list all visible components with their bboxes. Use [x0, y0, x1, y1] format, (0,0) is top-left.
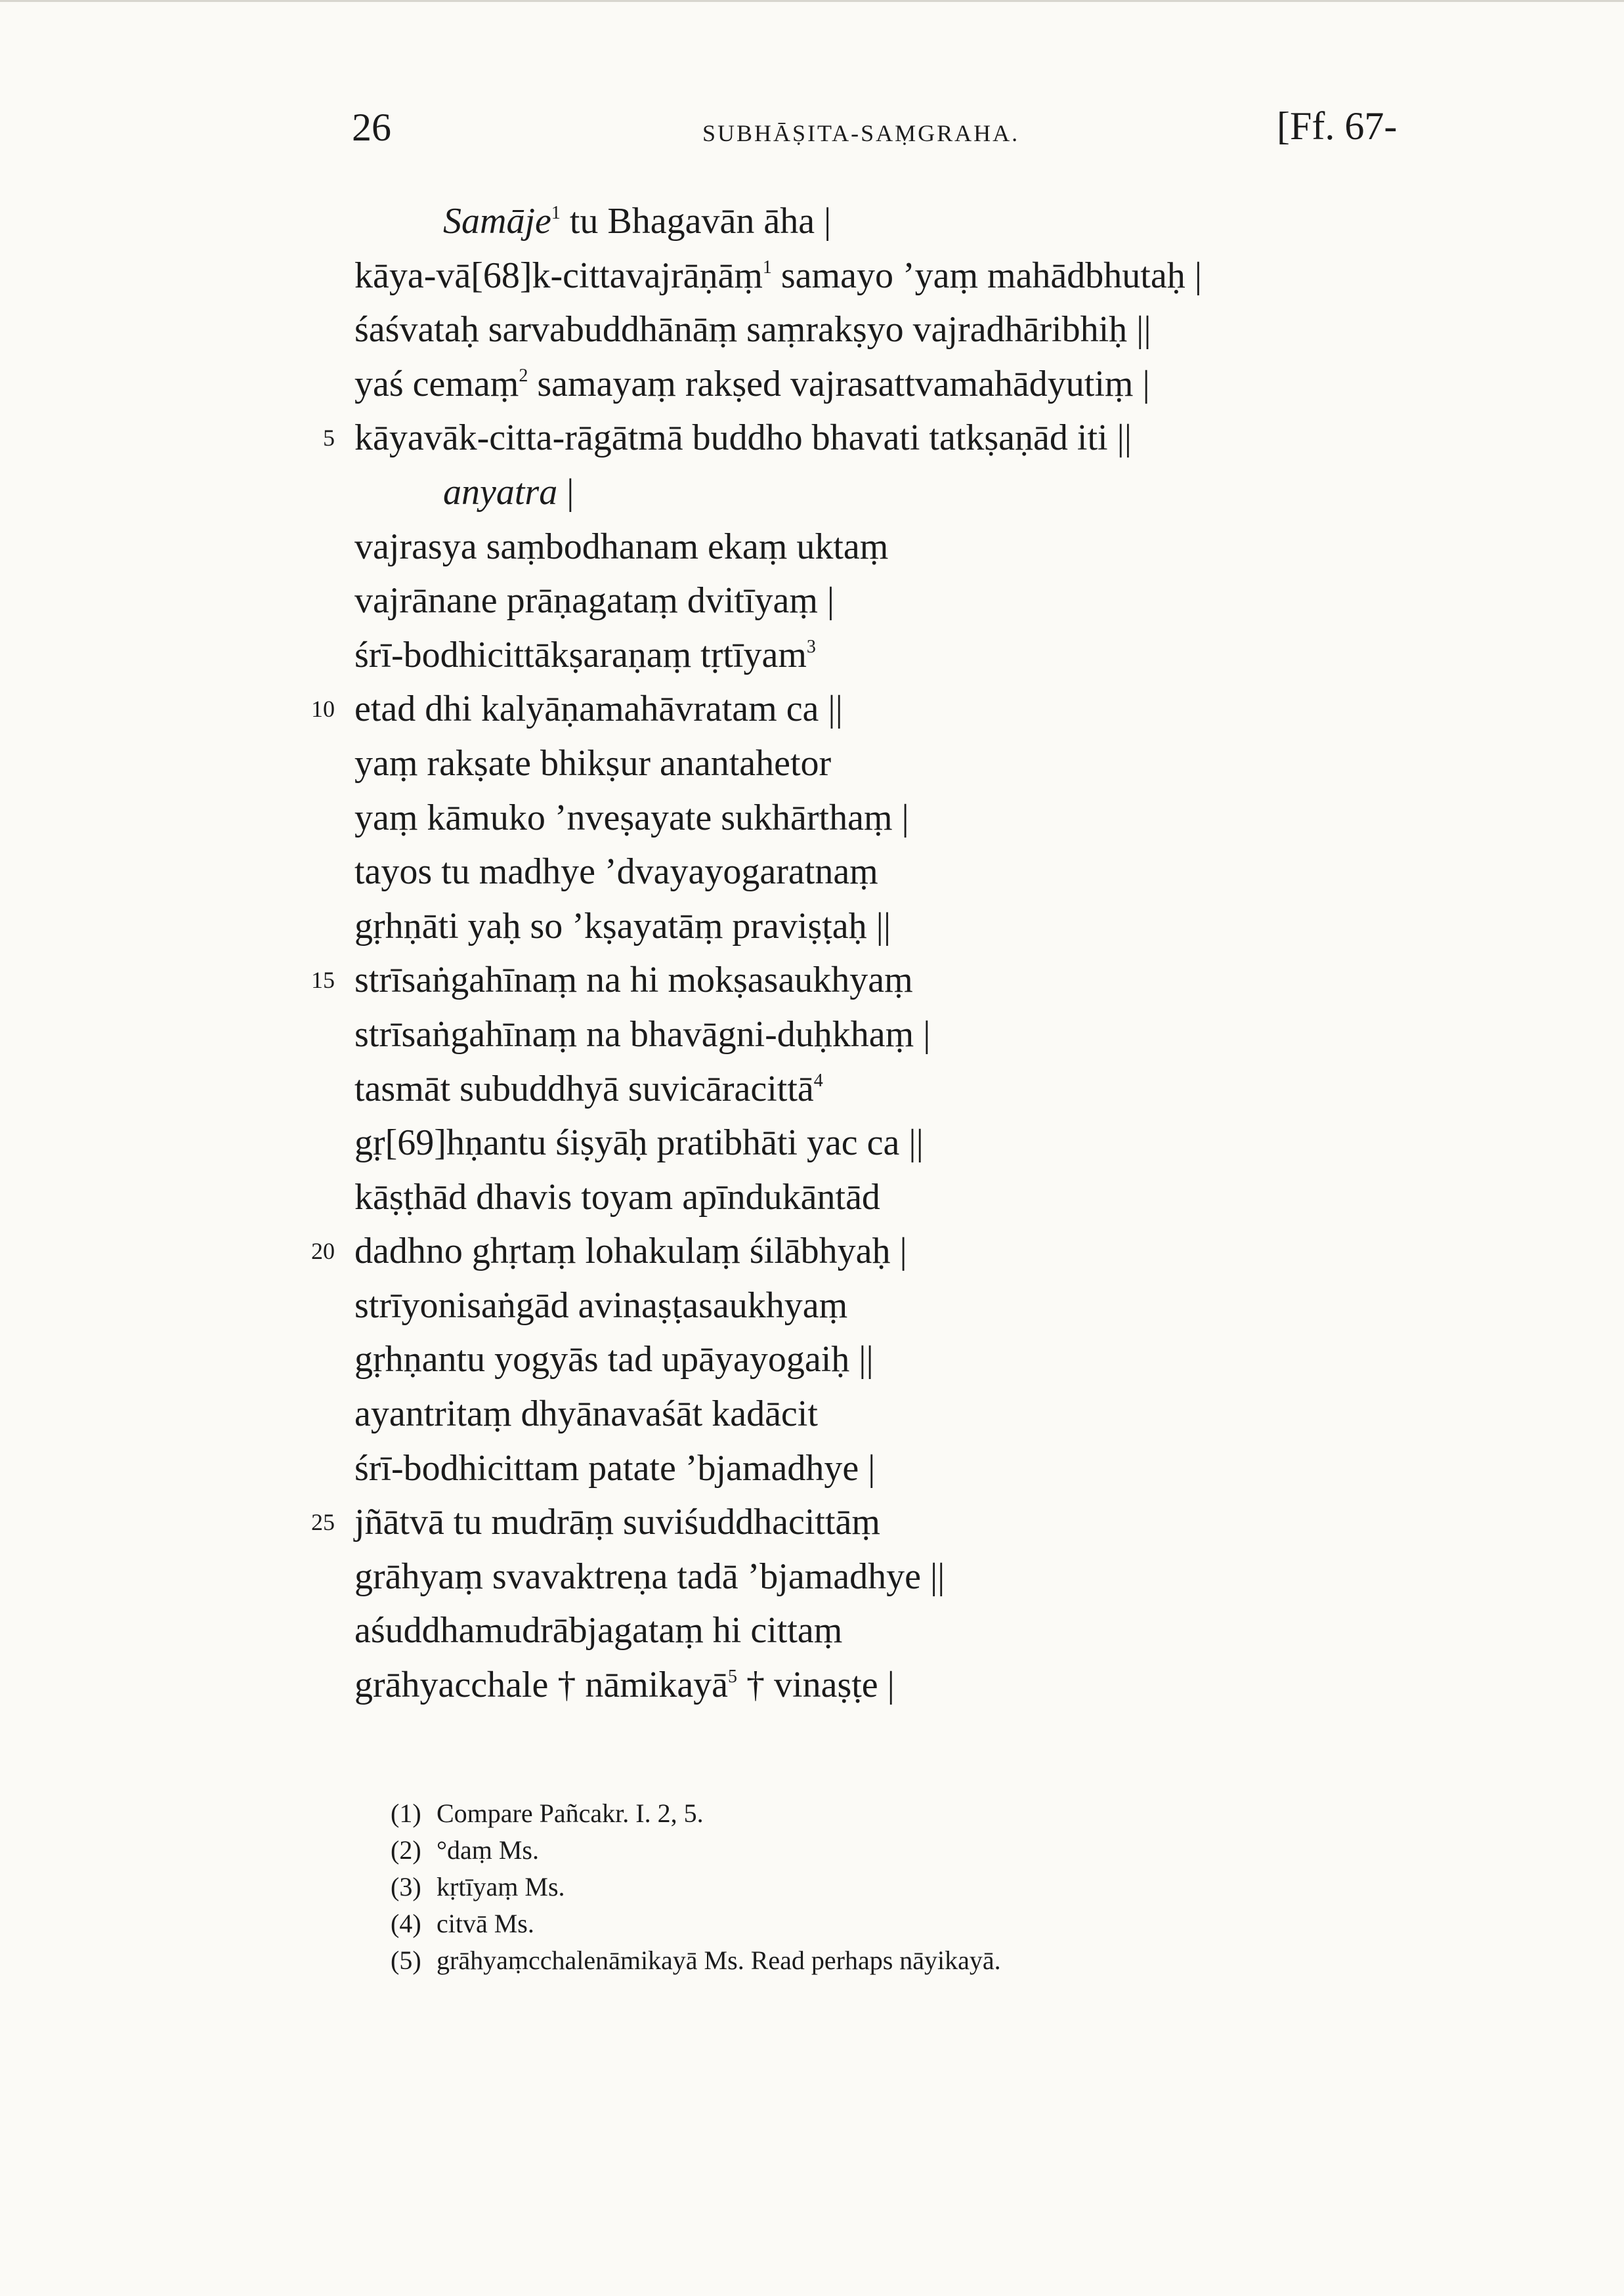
verse-text: samayo ’yaṃ mahādbhutaḥ |	[771, 255, 1202, 296]
verse-line	[354, 465, 1457, 520]
verse-text: vajrasya saṃbodhanam ekaṃ uktaṃ	[354, 526, 889, 567]
verse-text: kāya-vā[68]k-cittavajrāṇāṃ	[354, 255, 763, 296]
verse-text: yaṃ kāmuko ’nveṣayate sukhārthaṃ |	[354, 797, 909, 838]
verse-line	[311, 1495, 1457, 1550]
footnote	[391, 1905, 1441, 1942]
footnote-number: (2)	[391, 1835, 421, 1865]
verse-text: tasmāt subuddhyā suvicāracittā	[354, 1068, 814, 1109]
verse-text: gṛhṇantu yogyās tad upāyayogaiḥ ||	[354, 1339, 874, 1380]
footnote-text: °daṃ Ms.	[437, 1835, 539, 1865]
page-number: 26	[352, 106, 391, 149]
verse-text: gṛ[69]hṇantu śiṣyāḥ pratibhāti yac ca ||	[354, 1122, 924, 1164]
verse-line	[354, 520, 1457, 574]
verse-text: Samāje	[443, 201, 551, 242]
verse-line	[354, 845, 1457, 899]
verse-line	[354, 1332, 1457, 1387]
footnote-text: citvā Ms.	[437, 1909, 534, 1938]
verse-line	[354, 1170, 1457, 1225]
footnote-number: (4)	[391, 1909, 421, 1938]
footnote-number: (5)	[391, 1945, 421, 1975]
verse-line	[354, 574, 1457, 628]
verse-text: kāṣṭhād dhavis toyam apīndukāntād	[354, 1176, 880, 1218]
verse-line	[354, 1116, 1457, 1170]
verse-line	[354, 899, 1457, 954]
verse-line	[354, 1062, 1457, 1116]
verse-text: jñātvā tu mudrāṃ suviśuddhacittāṃ	[354, 1502, 880, 1543]
verse-text: † vinaṣṭe |	[737, 1665, 895, 1706]
verse-text: anyatra	[443, 471, 558, 513]
verse-text: |	[557, 471, 574, 513]
verse-line	[311, 682, 1457, 736]
verse-text: gṛhṇāti yaḥ so ’kṣayatāṃ praviṣṭaḥ ||	[354, 905, 891, 946]
verse-text: yaṃ rakṣate bhikṣur anantahetor	[354, 742, 832, 784]
footnote	[391, 1942, 1441, 1979]
footnote-marker: 1	[762, 257, 772, 278]
verse-text: ayantritaṃ dhyānavaśāt kadācit	[354, 1393, 818, 1435]
verse-text: aśuddhamudrābjagataṃ hi cittaṃ	[354, 1610, 843, 1651]
footnote-marker: 1	[551, 203, 561, 223]
footnote-marker: 2	[519, 365, 528, 386]
verse-text: strīsaṅgahīnaṃ na hi mokṣasaukhyaṃ	[354, 960, 913, 1001]
footnote-marker: 4	[813, 1070, 823, 1091]
verse-text: śaśvataḥ sarvabuddhānāṃ saṃrakṣyo vajradhāribhiḥ ||	[354, 309, 1151, 351]
verse-line	[354, 1604, 1457, 1658]
folio-reference: [Ff. 67-	[1277, 104, 1398, 148]
verse-line	[354, 791, 1457, 845]
verse-line	[354, 1279, 1457, 1333]
footnote-number: (3)	[391, 1872, 421, 1902]
verse-text: grāhyacchale † nāmikayā	[354, 1665, 729, 1706]
verse-line	[354, 1387, 1457, 1441]
line-number: 20	[311, 1238, 335, 1265]
verse-line	[354, 1441, 1457, 1496]
verse-text: strīsaṅgahīnaṃ na bhavāgni-duḥkhaṃ |	[354, 1013, 931, 1055]
verse-line	[354, 1658, 1457, 1712]
footnote-text: Compare Pañcakr. I. 2, 5.	[437, 1798, 704, 1828]
footnote-text: kṛtīyaṃ Ms.	[437, 1872, 565, 1902]
verse-text: tayos tu madhye ’dvayayogaratnaṃ	[354, 851, 878, 893]
verse-text: samayaṃ rakṣed vajrasattvamahādyutiṃ |	[528, 363, 1150, 404]
verse-line	[354, 303, 1457, 357]
verse-text: śrī-bodhicittākṣaraṇaṃ tṛtīyam	[354, 634, 807, 675]
verse-text: kāyavāk-citta-rāgātmā buddho bhavati tatkṣaṇād iti ||	[354, 417, 1132, 459]
verse-body	[311, 194, 1457, 1712]
verse-line	[354, 1008, 1457, 1062]
footnotes	[391, 1795, 1441, 1979]
footnote	[391, 1795, 1441, 1832]
verse-text: dadhno ghṛtaṃ lohakulaṃ śilābhyaḥ |	[354, 1231, 907, 1272]
verse-text: śrī-bodhicittam patate ’bjamadhye |	[354, 1447, 876, 1489]
verse-line	[323, 411, 1457, 465]
footnote-marker: 5	[728, 1667, 738, 1688]
verse-line	[354, 194, 1457, 249]
verse-text: strīyonisaṅgād avinaṣṭasaukhyaṃ	[354, 1285, 848, 1326]
footnote-number: (1)	[391, 1798, 421, 1828]
verse-line	[311, 953, 1457, 1008]
verse-line	[354, 736, 1457, 791]
line-number: 15	[311, 967, 335, 994]
verse-line	[311, 1224, 1457, 1279]
line-number: 25	[311, 1509, 335, 1536]
verse-text: vajrānane prāṇagataṃ dvitīyaṃ |	[354, 580, 835, 622]
verse-line	[354, 628, 1457, 683]
line-number: 5	[323, 425, 335, 452]
verse-line	[354, 1550, 1457, 1604]
verse-text: grāhyaṃ svavaktreṇa tadā ’bjamadhye ||	[354, 1556, 945, 1597]
footnote	[391, 1869, 1441, 1905]
verse-text: etad dhi kalyāṇamahāvratam ca ||	[354, 689, 843, 730]
verse-text: yaś cemaṃ	[354, 363, 519, 404]
footnote	[391, 1832, 1441, 1869]
verse-text: tu Bhagavān āha |	[560, 201, 832, 242]
footnote-text: grāhyaṃcchalenāmikayā Ms. Read perhaps nāyikayā.	[437, 1945, 1001, 1975]
verse-line	[354, 357, 1457, 412]
line-number: 10	[311, 696, 335, 723]
verse-line	[354, 249, 1457, 303]
footnote-marker: 3	[806, 636, 816, 657]
page-header	[0, 98, 1624, 171]
running-title: SUBHĀṢITA-SAṂGRAHA.	[702, 120, 1020, 146]
